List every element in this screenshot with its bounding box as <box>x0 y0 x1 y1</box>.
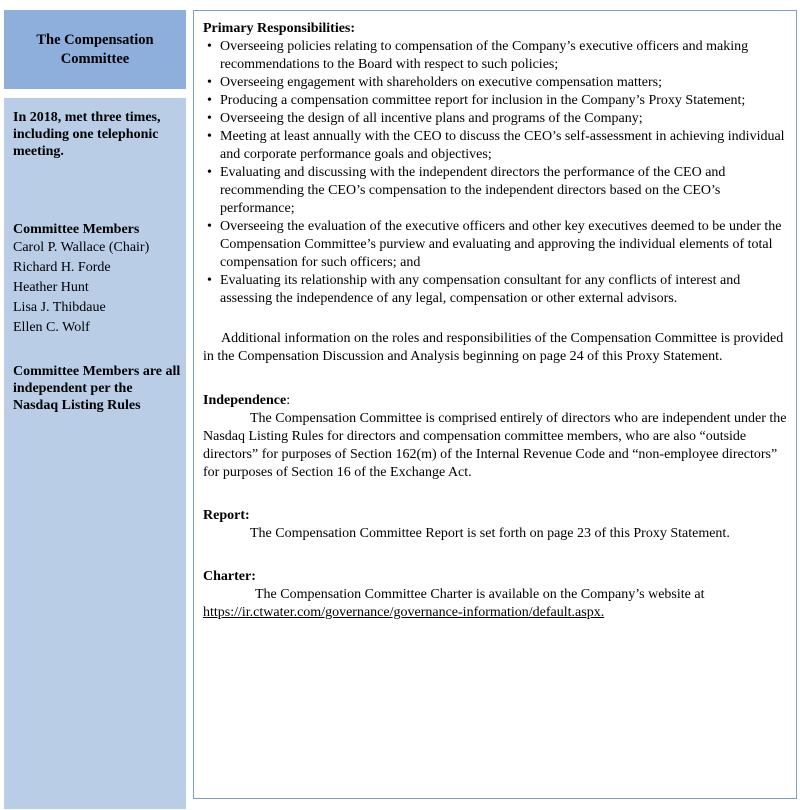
responsibilities-list <box>203 38 788 308</box>
list-item: • Producing a compensation committee report for inclusion in the Company’s Proxy Statement; <box>203 92 788 110</box>
member-name: Heather Hunt <box>13 280 89 295</box>
independence-heading: Independence <box>203 393 287 408</box>
charter-link[interactable]: https://ir.ctwater.com/governance/governance-information/default.aspx. <box>203 605 605 620</box>
list-item: • Overseeing engagement with shareholders on executive compensation matters; <box>203 74 788 92</box>
report-text: The Compensation Committee Report is set forth on page 23 of this Proxy Statement. <box>250 526 730 541</box>
member-name: Carol P. Wallace (Chair) <box>13 240 150 255</box>
content-body <box>203 20 788 622</box>
independence-colon: : <box>286 393 291 408</box>
content-panel <box>193 10 797 799</box>
sidebar-panel <box>4 98 186 809</box>
member-name: Richard H. Forde <box>13 260 111 275</box>
report-heading: Report: <box>203 508 250 523</box>
independence-text: The Compensation Committee is comprised entirely of directors who are independent under the Nasdaq Listing Rules for directors and compensation committee members, who are also “outside directors” for purposes of Section 162(m) of the Internal Revenue Code and “non-employee directors” for purposes of Section 16 of the Exchange Act. <box>203 411 787 480</box>
member-name: Ellen C. Wolf <box>13 320 90 335</box>
list-item: • Overseeing policies relating to compensation of the Company’s executive officers and making recommendations to the Board with respect to such policies; <box>203 38 788 74</box>
committee-title-text: The Compensation Committee <box>36 31 154 67</box>
list-item: • Overseeing the design of all incentive plans and programs of the Company; <box>203 110 788 128</box>
charter-text: The Compensation Committee Charter is available on the Company’s website at <box>255 587 705 602</box>
independence-heading-line <box>203 392 788 410</box>
members-heading: Committee Members <box>13 222 140 237</box>
list-item: • Evaluating and discussing with the independent directors the performance of the CEO and recommending the CEO’s compensation to the independent directors based on the CEO’s performance; <box>203 164 788 218</box>
list-item: • Meeting at least annually with the CEO to discuss the CEO’s self-assessment in achieving individual and corporate performance goals and objectives; <box>203 128 788 164</box>
charter-heading: Charter: <box>203 569 256 584</box>
responsibilities-heading: Primary Responsibilities: <box>203 21 356 36</box>
member-name: Lisa J. Thibdaue <box>13 300 106 315</box>
meetings-note: In 2018, met three times, including one telephonic meeting. <box>13 110 161 159</box>
independence-note: Committee Members are all independent per the Nasdaq Listing Rules <box>13 364 181 413</box>
list-item: • Evaluating its relationship with any compensation consultant for any conflicts of interest and assessing the independence of any legal, compensation or other external advisors. <box>203 272 788 308</box>
additional-info: Additional information on the roles and responsibilities of the Compensation Committee is provided in the Compensation Discussion and Analysis beginning on page 24 of this Proxy Statement. <box>203 331 784 364</box>
committee-title <box>4 10 186 89</box>
members-list <box>13 238 181 338</box>
list-item: • Overseeing the evaluation of the executive officers and other key executives deemed to be under the Compensation Committee’s purview and evaluating and approving the individual elements of total compensation for such officers; and <box>203 218 788 272</box>
